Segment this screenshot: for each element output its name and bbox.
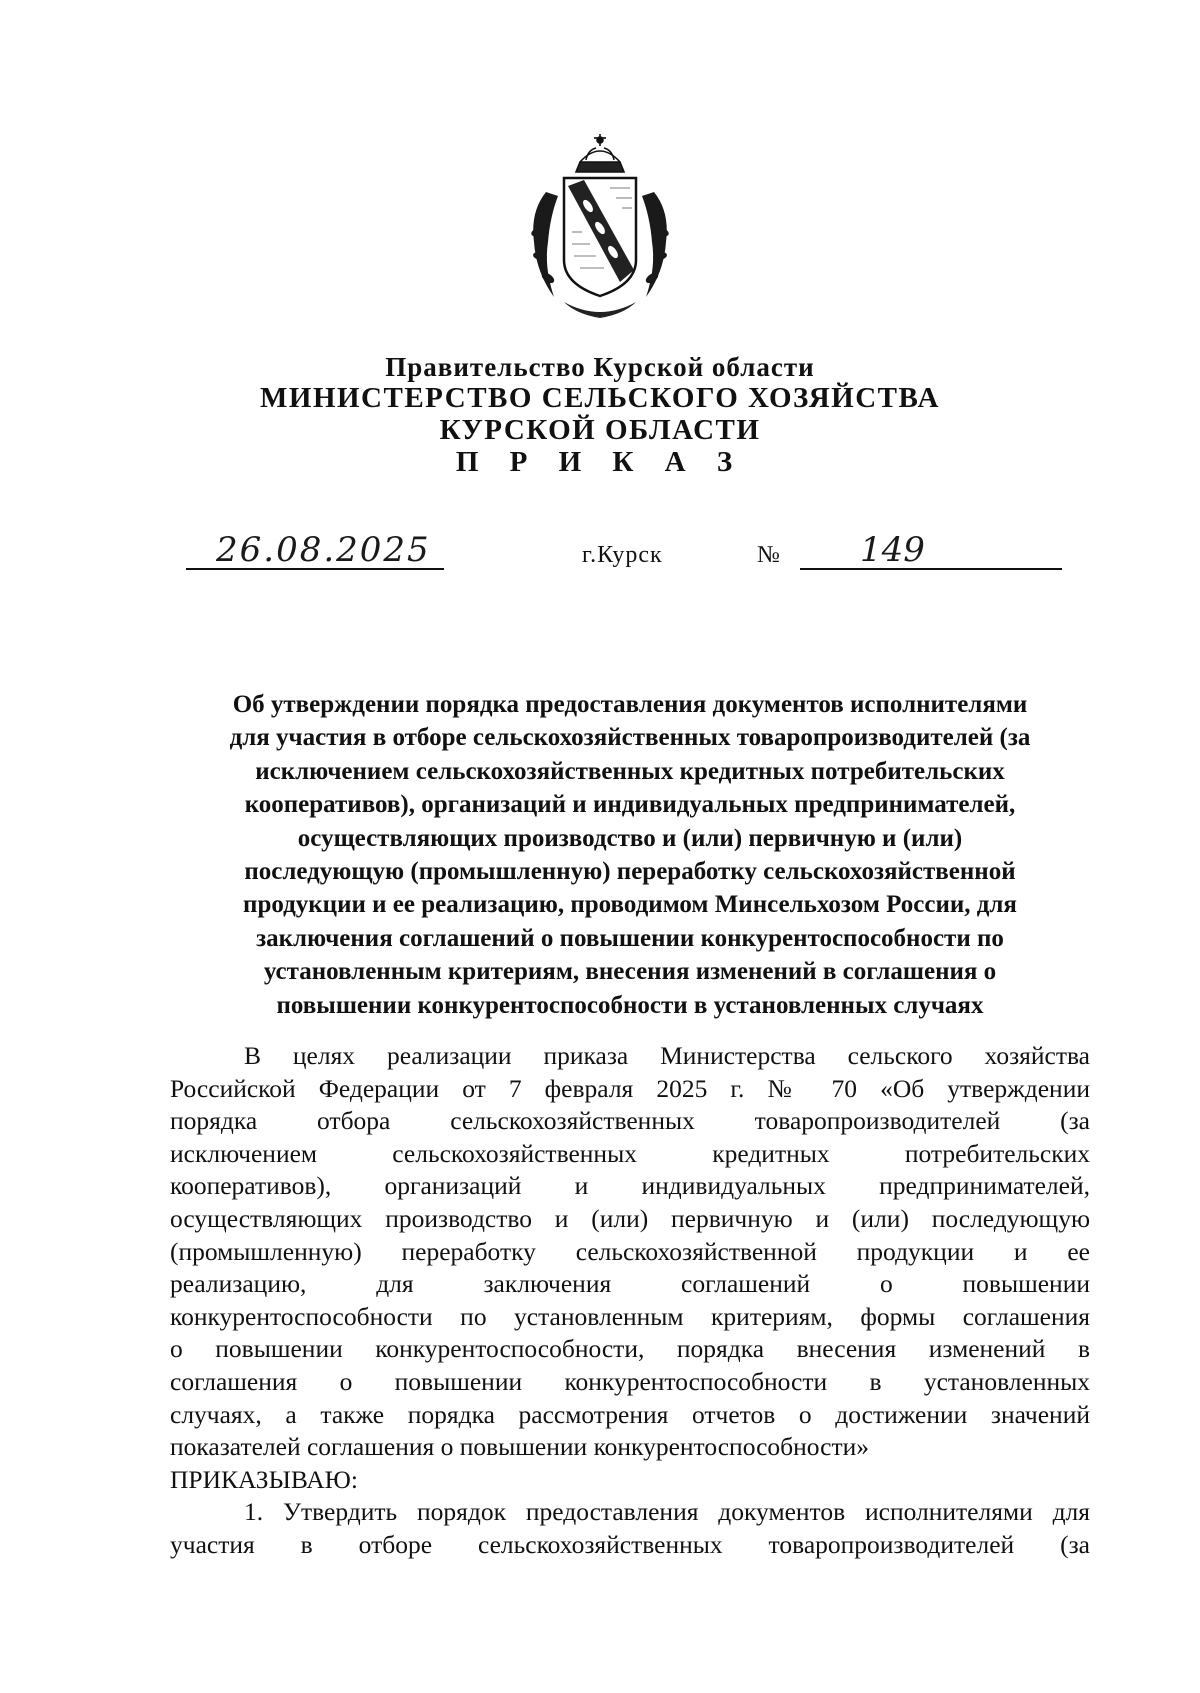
body-line: реализацию, для заключения соглашений о повышении [170,1269,1090,1299]
government-name: Правительство Курской области [385,352,815,382]
body-line: 1. Утвердить порядок предоставления документов исполнителями для [244,1497,1090,1527]
body-line: участия в отборе сельскохозяйственных товаропроизводителей (за [170,1529,1090,1559]
document-type: П Р И К А З [455,446,745,478]
body-line: конкурентоспособности по установленным критериям, формы соглашения [170,1301,1090,1331]
title-line: последующую (промышленную) переработку сельскохозяйственной [244,858,1016,886]
title-line: продукции и ее реализацию, проводимом Минсельхозом России, для [243,891,1017,919]
body-line: соглашения о повышении конкурентоспособности в установленных [170,1366,1090,1396]
title-line: кооперативов), организаций и индивидуальных предпринимателей, [244,791,1016,819]
body-line: исключением сельскохозяйственных кредитных потребительских [170,1138,1090,1168]
order-date: 26.08.2025 [216,530,431,570]
title-line: осуществляющих производство и (или) первичную и (или) [297,824,963,852]
body-line: ПРИКАЗЫВАЮ: [170,1464,358,1494]
title-line: повышении конкурентоспособности в установленных случаях [276,991,984,1019]
body-line: порядка отбора сельскохозяйственных товаропроизводителей (за [170,1106,1090,1136]
body-line: (промышленную) переработку сельскохозяйственной продукции и ее [170,1236,1090,1266]
order-body [170,1040,1090,1562]
body-line: осуществляющих производство и (или) первичную и (или) последующую [170,1203,1090,1233]
date-underline [186,566,444,570]
number-sign: № [757,542,780,568]
body-line: о повышении конкурентоспособности, порядка внесения изменений в [170,1334,1090,1364]
kursk-region-coat-of-arms-icon [524,132,676,328]
title-line: заключения соглашений о повышении конкурентоспособности по [256,924,1004,952]
title-line: исключением сельскохозяйственных кредитных потребительских [255,757,1005,785]
title-line: установленным критериям, внесения изменений в соглашения о [263,958,997,986]
order-number: 149 [860,530,925,570]
body-line: кооперативов), организаций и индивидуальных предпринимателей, [170,1171,1090,1201]
body-line: В целях реализации приказа Министерства сельского хозяйства [244,1041,1090,1070]
ministry-name-line-1: МИНИСТЕРСТВО СЕЛЬСКОГО ХОЗЯЙСТВА [260,382,940,414]
title-line: для участия в отборе сельскохозяйственных товаропроизводителей (за [229,724,1031,752]
title-line: Об утверждении порядка предоставления документов исполнителями [232,691,1028,718]
body-line: Российской Федерации от 7 февраля 2025 г. № 70 «Об утверждении [170,1073,1090,1103]
body-line: показателей соглашения о повышении конкурентоспособности» [170,1432,870,1462]
order-title [168,688,1092,1022]
ministry-name-line-2: КУРСКОЙ ОБЛАСТИ [439,414,761,446]
number-underline [800,566,1062,570]
city: г.Курск [582,542,663,568]
body-line: случаях, а также порядка рассмотрения отчетов о достижении значений [170,1399,1090,1429]
